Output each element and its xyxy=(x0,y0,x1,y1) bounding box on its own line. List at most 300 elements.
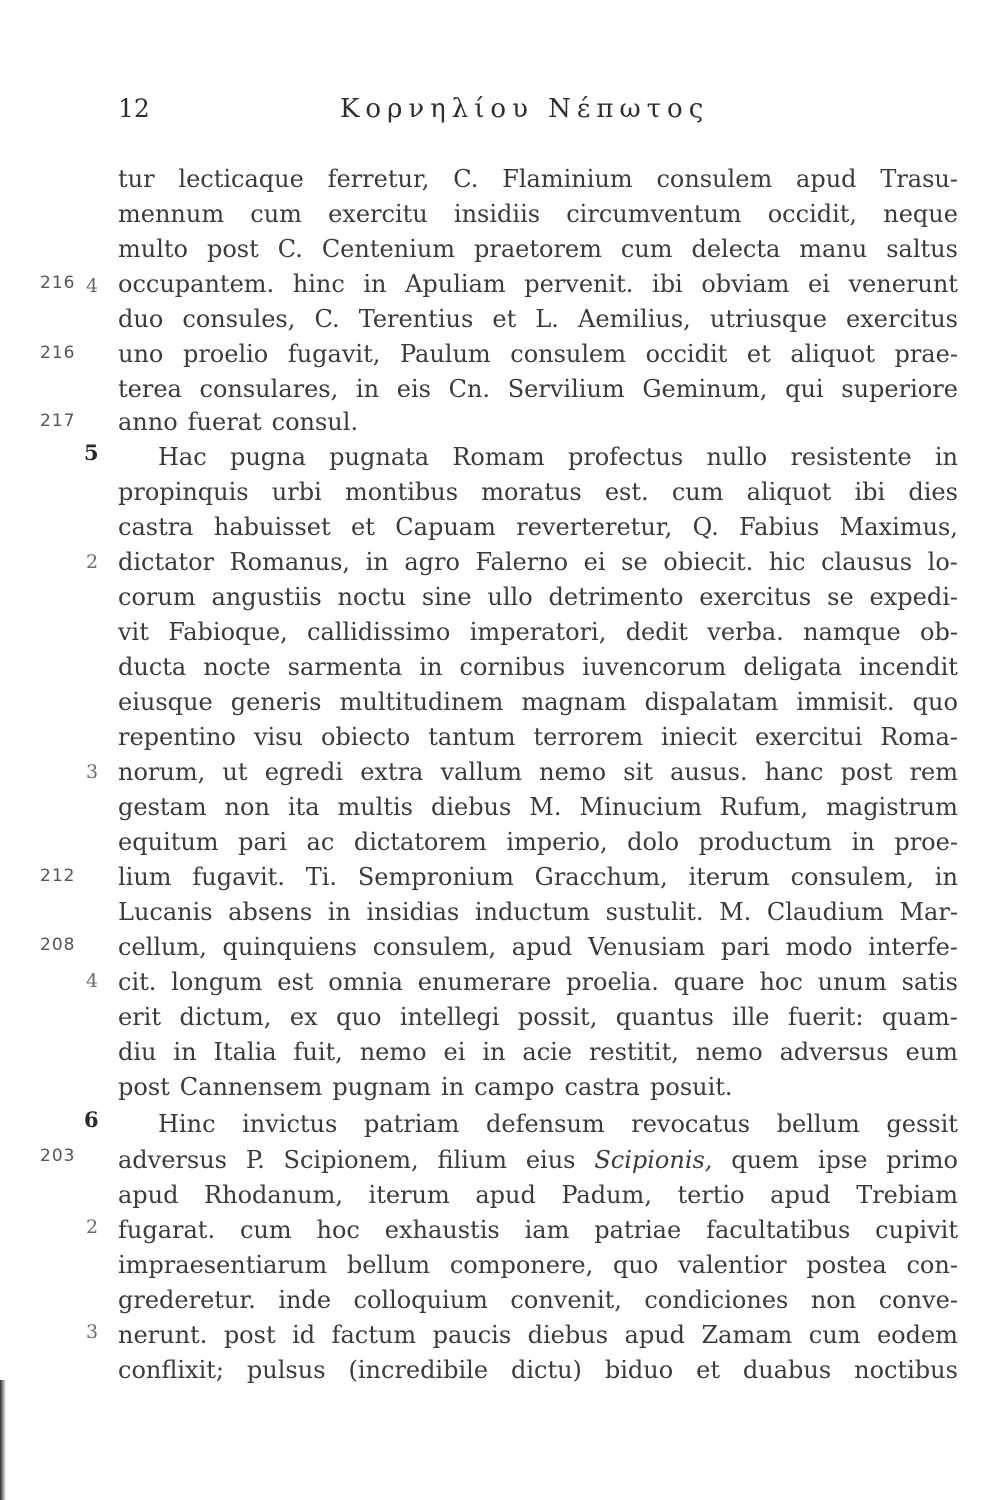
word: se xyxy=(621,548,648,576)
word: deligata xyxy=(743,653,842,681)
word: Geminum, xyxy=(642,375,768,403)
word: apud xyxy=(511,933,573,961)
word: inde xyxy=(278,1286,332,1314)
word: fugavit, xyxy=(287,340,381,368)
word: primo xyxy=(886,1146,958,1174)
word: uno xyxy=(118,340,164,368)
text-line xyxy=(118,965,958,999)
word: pervenit. xyxy=(524,270,634,298)
word: bellum xyxy=(776,1110,860,1138)
word: corum xyxy=(118,583,196,611)
word: valentior xyxy=(678,1251,787,1279)
word: erit xyxy=(118,1003,161,1031)
running-head: Κορνηλίου Νέπωτος xyxy=(340,94,710,124)
word: factum xyxy=(331,1321,417,1349)
page-edge-shadow xyxy=(0,1380,6,1500)
word: tertio xyxy=(677,1181,745,1209)
word: apud xyxy=(624,1321,686,1349)
word: generis xyxy=(230,688,322,716)
word: Rhodanum, xyxy=(204,1181,343,1209)
word: Trasu- xyxy=(880,165,958,193)
word: occidit, xyxy=(767,200,858,228)
word: Q. xyxy=(692,513,719,541)
text-line xyxy=(118,475,958,509)
word: Cannensem xyxy=(179,1073,323,1101)
word: multo xyxy=(118,235,188,263)
word: proelia. xyxy=(566,968,659,996)
word: Zamam xyxy=(701,1321,793,1349)
word: exercitu xyxy=(328,200,428,228)
word: imperio, xyxy=(506,828,608,856)
word: equitum xyxy=(118,828,219,856)
word: Cn. xyxy=(448,375,491,403)
word: pari xyxy=(238,828,287,856)
word: post xyxy=(223,1321,276,1349)
word: dies xyxy=(908,478,958,506)
word: ut xyxy=(222,758,248,786)
word: invictus xyxy=(242,1110,338,1138)
word: visu xyxy=(253,723,303,751)
word: acie xyxy=(522,1038,573,1066)
word: prae- xyxy=(894,340,958,368)
paragraph-number: 2 xyxy=(86,551,99,573)
word: enumerare xyxy=(417,968,552,996)
text-line xyxy=(118,790,958,824)
word: ausus. xyxy=(670,758,748,786)
word: hic xyxy=(768,548,806,576)
word: castra xyxy=(564,1073,640,1101)
word: magistrum xyxy=(826,793,958,821)
word: norum, xyxy=(118,758,206,786)
margin-year: 216 xyxy=(40,343,76,363)
word: sit xyxy=(623,758,653,786)
word: est xyxy=(277,968,314,996)
word: ita xyxy=(287,793,320,821)
word: incendit xyxy=(859,653,958,681)
word: Terentius xyxy=(358,305,474,333)
text-line xyxy=(118,267,958,301)
word: ac xyxy=(306,828,335,856)
word: exhaustis xyxy=(384,1216,500,1244)
word: quantus xyxy=(615,1003,714,1031)
word: tantum xyxy=(428,723,516,751)
word: diebus xyxy=(430,793,512,821)
word: condiciones xyxy=(644,1286,789,1314)
word: praetorem xyxy=(474,235,602,263)
word: detrimento xyxy=(548,583,684,611)
word: multitudinem xyxy=(339,688,504,716)
text-line xyxy=(118,337,958,371)
word: eis xyxy=(396,375,431,403)
word: obiecto xyxy=(320,723,411,751)
word: sine xyxy=(421,583,472,611)
word: castra xyxy=(118,513,194,541)
word: consul. xyxy=(271,408,359,436)
word: P. xyxy=(245,1146,265,1174)
word: dictator xyxy=(118,548,214,576)
word: mennum xyxy=(118,200,225,228)
word: productum xyxy=(698,828,833,856)
margin-year: 212 xyxy=(40,866,76,886)
word: ducta xyxy=(118,653,187,681)
word: id xyxy=(292,1321,316,1349)
word: in xyxy=(365,548,389,576)
word: duabus xyxy=(742,1356,832,1384)
word: biduo xyxy=(604,1356,674,1384)
word: L. xyxy=(535,305,559,333)
word: iterum xyxy=(368,1181,450,1209)
text-line xyxy=(118,860,958,894)
word: conflixit; xyxy=(118,1356,224,1384)
word: expedi- xyxy=(869,583,958,611)
word: circumventum xyxy=(566,200,742,228)
word: apud xyxy=(118,1181,179,1209)
word: Falerno xyxy=(475,548,569,576)
word: consules, xyxy=(182,305,296,333)
word: apud xyxy=(770,1181,831,1209)
margin-year: 216 xyxy=(40,273,76,293)
word: Ti. xyxy=(305,863,338,891)
word: facultatibus xyxy=(706,1216,851,1244)
word: pulsus xyxy=(246,1356,326,1384)
word: namque xyxy=(803,618,901,646)
paragraph-number: 2 xyxy=(86,1216,99,1238)
word: Scipionem, xyxy=(283,1146,419,1174)
word: exercitui xyxy=(754,723,863,751)
text-line xyxy=(118,1178,958,1212)
word: Fabioque, xyxy=(168,618,288,646)
word: Rufum, xyxy=(719,793,809,821)
word: fugavit. xyxy=(192,863,285,891)
word: in xyxy=(173,1038,197,1066)
word: lecticaque xyxy=(178,165,304,193)
paragraph-number: 3 xyxy=(86,1321,99,1343)
word: imperatori, xyxy=(469,618,607,646)
word: vallum xyxy=(440,758,522,786)
word: montibus xyxy=(344,478,459,506)
text-line xyxy=(118,615,958,649)
word: ob- xyxy=(920,618,958,646)
word: noctibus xyxy=(854,1356,958,1384)
word: reverteretur, xyxy=(516,513,673,541)
word: quam- xyxy=(881,1003,958,1031)
word: cit. xyxy=(118,968,157,996)
word: hoc xyxy=(759,968,803,996)
word: absens xyxy=(228,898,313,926)
text-line xyxy=(118,1213,958,1247)
word: conve- xyxy=(878,1286,958,1314)
word: callidissimo xyxy=(307,618,451,646)
word: manu xyxy=(799,235,868,263)
text-line xyxy=(118,197,958,231)
word: in xyxy=(934,443,958,471)
word: fuerat xyxy=(187,408,262,436)
word: Mar- xyxy=(899,898,958,926)
word: restitit, xyxy=(588,1038,679,1066)
word: in xyxy=(355,375,380,403)
word: postea xyxy=(806,1251,887,1279)
word: delecta xyxy=(691,235,781,263)
page-number: 12 xyxy=(118,94,150,123)
word: quinquiens xyxy=(222,933,357,961)
word: aliquot xyxy=(790,340,875,368)
word: dictu) xyxy=(510,1356,582,1384)
word: posuit. xyxy=(650,1073,733,1101)
word: pari xyxy=(721,933,770,961)
word: componere, xyxy=(449,1251,594,1279)
word: quo xyxy=(336,1003,382,1031)
word: nemo xyxy=(359,1038,427,1066)
word: ei xyxy=(443,1038,466,1066)
word: apud xyxy=(796,165,857,193)
word: inductum xyxy=(474,898,591,926)
text-line xyxy=(118,825,958,859)
word: consulem, xyxy=(790,863,914,891)
word: duo xyxy=(118,305,164,333)
word: angustiis xyxy=(211,583,322,611)
word: hanc xyxy=(764,758,824,786)
word: verba. xyxy=(707,618,784,646)
word: nerunt. xyxy=(118,1321,208,1349)
word: in xyxy=(441,1073,465,1101)
text-line xyxy=(118,1248,958,1282)
word: tur xyxy=(118,165,155,193)
word: quo xyxy=(613,1251,659,1279)
word: fuit, xyxy=(293,1038,343,1066)
word: con- xyxy=(906,1251,958,1279)
word: iniecit xyxy=(661,723,737,751)
text-line xyxy=(118,580,958,614)
word: post xyxy=(206,235,259,263)
word: insidias xyxy=(366,898,460,926)
word: in xyxy=(363,270,387,298)
word: Fabius xyxy=(739,513,820,541)
word: adversus xyxy=(118,1146,227,1174)
text-line xyxy=(118,1318,958,1352)
word: patriae xyxy=(594,1216,682,1244)
word: grederetur. xyxy=(118,1286,256,1314)
text-line xyxy=(118,930,958,964)
word: consulares, xyxy=(199,375,339,403)
word: Aemilius, xyxy=(578,305,691,333)
section-number: 6 xyxy=(84,1107,99,1132)
word: Lucanis xyxy=(118,898,213,926)
word: ibi xyxy=(854,478,886,506)
word: ei xyxy=(583,548,606,576)
word: moratus xyxy=(481,478,582,506)
word: eius xyxy=(525,1146,576,1174)
word: nemo xyxy=(695,1038,763,1066)
word: post xyxy=(840,758,893,786)
word: M. xyxy=(529,793,562,821)
word: se xyxy=(827,583,854,611)
word: M. xyxy=(719,898,752,926)
word: superiore xyxy=(841,375,958,403)
word: Paulum xyxy=(399,340,491,368)
word: Romam xyxy=(452,443,545,471)
word: omnia xyxy=(328,968,403,996)
section-number: 5 xyxy=(84,440,99,465)
word: Claudium xyxy=(766,898,884,926)
word: consulem xyxy=(656,165,773,193)
word: consulem xyxy=(510,340,627,368)
word: anno xyxy=(118,408,178,436)
word: fugarat. xyxy=(118,1216,216,1244)
word: et xyxy=(746,340,771,368)
paragraph-number: 4 xyxy=(86,275,99,297)
word: ferretur, xyxy=(327,165,430,193)
word: gestam xyxy=(118,793,207,821)
word: pugnata xyxy=(329,443,430,471)
word: quo xyxy=(912,688,958,716)
word: occupantem. xyxy=(118,270,275,298)
margin-year: 208 xyxy=(40,935,76,955)
word: Minucium xyxy=(579,793,702,821)
word: cum xyxy=(620,235,673,263)
word: gessit xyxy=(886,1110,958,1138)
word: ipse xyxy=(817,1146,868,1174)
word: diu xyxy=(118,1038,157,1066)
word: Sempronium xyxy=(357,863,514,891)
word: exercitus xyxy=(846,305,958,333)
word: in xyxy=(327,898,351,926)
text-line xyxy=(118,1353,958,1387)
word: Hac xyxy=(158,443,207,471)
word: resistente xyxy=(790,443,912,471)
word: Hinc xyxy=(158,1110,216,1138)
word: revocatus xyxy=(631,1110,751,1138)
word: in xyxy=(419,653,443,681)
word: ille xyxy=(732,1003,770,1031)
word: lium xyxy=(118,863,172,891)
word: profectus xyxy=(567,443,684,471)
text-line xyxy=(118,302,958,336)
text-line xyxy=(118,440,958,474)
text-line xyxy=(118,545,958,579)
text-line xyxy=(118,1107,958,1141)
word: iam xyxy=(524,1216,570,1244)
word: cornibus xyxy=(459,653,566,681)
word: dedit xyxy=(625,618,688,646)
word: bellum xyxy=(346,1251,431,1279)
word: venerunt xyxy=(848,270,958,298)
word: egredi xyxy=(264,758,343,786)
word: proe- xyxy=(894,828,958,856)
word: cum xyxy=(239,1216,292,1244)
word: eodem xyxy=(876,1321,958,1349)
word: cum xyxy=(808,1321,861,1349)
word: extra xyxy=(360,758,424,786)
text-line xyxy=(118,650,958,684)
word: occidit xyxy=(645,340,728,368)
text-line xyxy=(118,685,958,719)
word: et xyxy=(696,1356,720,1384)
margin-year: 217 xyxy=(40,411,76,431)
word: magnam xyxy=(521,688,627,716)
word: (incredibile xyxy=(348,1356,489,1384)
margin-year: 203 xyxy=(40,1146,76,1166)
word: hoc xyxy=(316,1216,360,1244)
word: rem xyxy=(909,758,958,786)
text-line xyxy=(118,1000,958,1034)
word: interfe- xyxy=(868,933,958,961)
word: defensum xyxy=(486,1110,605,1138)
text-line xyxy=(118,232,958,266)
word: dictum, xyxy=(179,1003,272,1031)
word: exercitus xyxy=(699,583,812,611)
text-line xyxy=(118,1143,958,1177)
text-line xyxy=(118,720,958,754)
word: qui xyxy=(785,375,824,403)
word: in xyxy=(934,863,958,891)
word: cum xyxy=(671,478,724,506)
word: non xyxy=(224,793,270,821)
word: nocte xyxy=(203,653,271,681)
word: eiusque xyxy=(118,688,213,716)
word: in xyxy=(851,828,875,856)
word: ei xyxy=(808,270,830,298)
word: Venusiam xyxy=(587,933,706,961)
word: post xyxy=(118,1073,170,1101)
word: neque xyxy=(883,200,958,228)
word: quare xyxy=(673,968,745,996)
word: possit, xyxy=(517,1003,598,1031)
text-line xyxy=(118,510,958,544)
word: vit xyxy=(118,618,149,646)
text-line xyxy=(118,1035,958,1069)
word: Gracchum, xyxy=(534,863,668,891)
word: dolo xyxy=(627,828,680,856)
word: sarmenta xyxy=(287,653,403,681)
word: satis xyxy=(901,968,958,996)
word: C. xyxy=(277,235,303,263)
word: Padum, xyxy=(561,1181,652,1209)
paragraph-number: 4 xyxy=(86,970,99,992)
word: Servilium xyxy=(507,375,625,403)
word: noctu xyxy=(337,583,406,611)
word: et xyxy=(351,513,375,541)
word: habuisset xyxy=(213,513,331,541)
word: diebus xyxy=(527,1321,609,1349)
word: ex xyxy=(289,1003,318,1031)
word: ullo xyxy=(487,583,533,611)
word: Centenium xyxy=(321,235,456,263)
word: ibi xyxy=(652,270,683,298)
text-line xyxy=(118,162,958,196)
word: convenit, xyxy=(510,1286,622,1314)
word: pugna xyxy=(229,443,306,471)
word: nullo xyxy=(706,443,768,471)
word: aliquot xyxy=(746,478,832,506)
word: sustulit. xyxy=(605,898,704,926)
word: cum xyxy=(250,200,302,228)
word: non xyxy=(810,1286,857,1314)
word: utriusque xyxy=(709,305,827,333)
word: Trebiam xyxy=(856,1181,958,1209)
word: dictatorem xyxy=(353,828,487,856)
word: terrorem xyxy=(533,723,644,751)
word: Flaminium xyxy=(502,165,633,193)
word: C. xyxy=(314,305,340,333)
word: hinc xyxy=(292,270,345,298)
word: in xyxy=(482,1038,506,1066)
paragraph-number: 3 xyxy=(86,761,99,783)
word: insidiis xyxy=(453,200,541,228)
word: iuvencorum xyxy=(582,653,727,681)
word: agro xyxy=(404,548,460,576)
word: paucis xyxy=(432,1321,512,1349)
word: adversus xyxy=(779,1038,889,1066)
